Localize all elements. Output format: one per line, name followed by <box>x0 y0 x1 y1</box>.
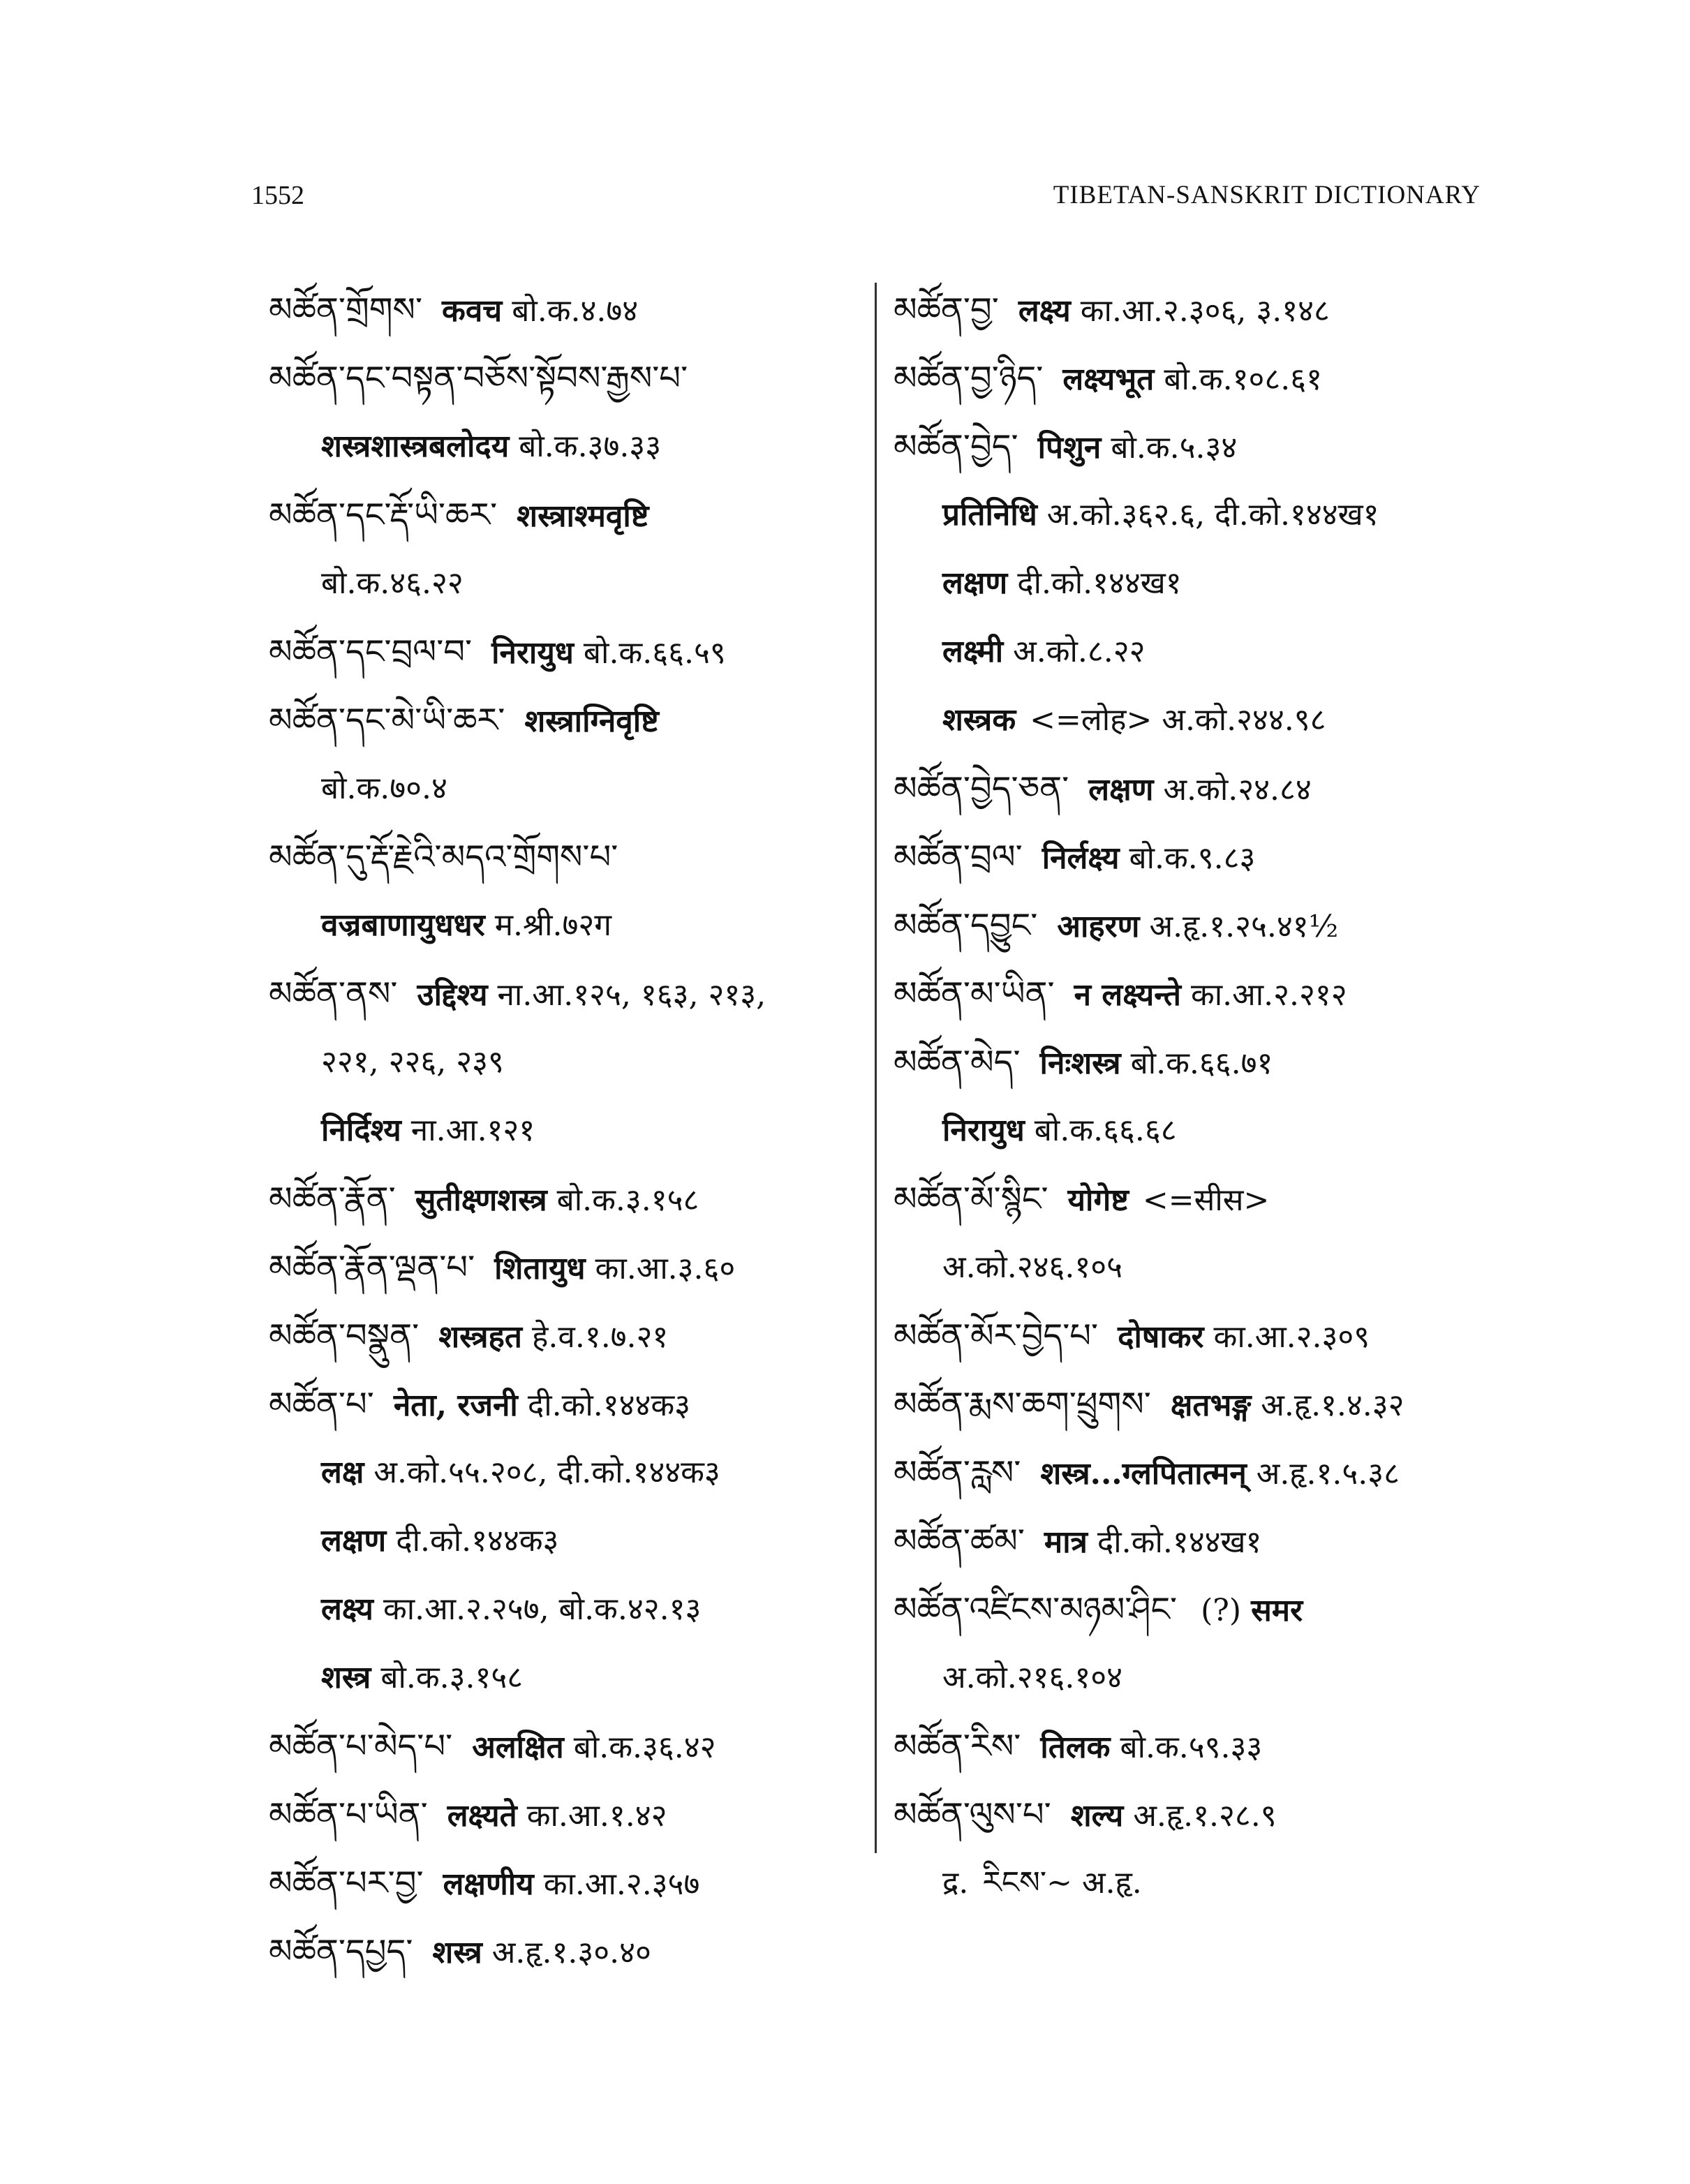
tibetan-headword: མཚོན་དཔྱད་ <box>269 1932 413 1971</box>
source-reference: बो.क.३६.४२ <box>573 1730 716 1765</box>
tibetan-headword: མཚོན་རྣོན་ <box>269 1180 396 1219</box>
see-also-marker: द्र. <box>942 1865 969 1901</box>
sanskrit-equivalent: लक्षण <box>321 1523 387 1559</box>
dictionary-entry <box>894 1507 1508 1575</box>
source-reference: बो.क.४.७४ <box>512 293 639 329</box>
source-reference: हे.व.१.७.२१ <box>532 1319 669 1355</box>
dictionary-entry <box>894 1575 1508 1712</box>
sanskrit-equivalent: प्रतिनिधि <box>942 497 1037 533</box>
tibetan-headword: མཚོན་མོར་བྱེད་པ་ <box>894 1316 1099 1355</box>
sanskrit-equivalent: शल्य <box>1070 1798 1124 1834</box>
running-head: TIBETAN-SANSKRIT DICTIONARY <box>1053 181 1481 209</box>
left-column <box>269 276 862 1986</box>
dictionary-entry <box>894 960 1508 1028</box>
tibetan-headword: མཚོན་བྱེད་ <box>894 427 1018 466</box>
source-reference: म.श्री.७२ग <box>494 907 612 943</box>
sanskrit-equivalent: लक्ष्यते <box>447 1798 517 1834</box>
sanskrit-equivalent: लक्षणीय <box>443 1866 534 1902</box>
dictionary-entry <box>269 1781 862 1849</box>
source-reference: बो.क.३.१५८ <box>380 1660 524 1695</box>
source-reference: का.आ.३.६० <box>595 1251 736 1286</box>
sanskrit-equivalent: शितायुध <box>494 1251 586 1286</box>
dictionary-entry <box>894 1439 1508 1507</box>
source-reference: का.आ.१.४२ <box>526 1798 667 1834</box>
source-reference: ना.आ.१२१ <box>410 1113 535 1148</box>
cross-reference-note: <=सीस> <box>1142 1182 1270 1218</box>
source-reference: का.आ.२.२५७, बो.क.४२.१३ <box>383 1591 702 1627</box>
dictionary-entry <box>894 1712 1508 1781</box>
sanskrit-equivalent: अलक्षित <box>472 1730 564 1765</box>
source-reference: दी.को.१४४क३ <box>396 1523 559 1559</box>
source-reference: बो.क.३.१५८ <box>556 1182 699 1218</box>
tibetan-headword: མཚོན་དང་མེ་ཡི་ཆར་ <box>269 701 505 740</box>
tibetan-headword: མཚོན་བྲལ་ <box>894 838 1023 877</box>
sanskrit-equivalent: निर्लक्ष्य <box>1042 840 1120 876</box>
source-reference: बो.क.३७.३३ <box>519 429 662 464</box>
dictionary-entry <box>269 686 862 823</box>
tibetan-headword: མཚོན་དུ་རྡོ་རྗེའི་མདའ་གྲོགས་པ་ <box>269 838 618 877</box>
tibetan-headword: མཚོན་པ་ཡིན་ <box>269 1795 428 1834</box>
dictionary-entry <box>894 1028 1508 1165</box>
sanskrit-equivalent: लक्ष <box>321 1455 364 1490</box>
sanskrit-equivalent: लक्षण <box>942 565 1008 601</box>
dictionary-entry <box>269 1302 862 1370</box>
sanskrit-equivalent: शस्त्राश्मवृष्टि <box>517 498 649 534</box>
cross-reference-note: <=लोह> <box>1030 702 1152 738</box>
dictionary-entry <box>894 276 1508 344</box>
source-reference: अ.हृ.१.३०.४० <box>491 1935 651 1970</box>
sanskrit-equivalent: शस्त्र...ग्लपितात्मन् <box>1040 1456 1247 1492</box>
tibetan-headword: མཚོན་བྱ་ <box>894 290 999 329</box>
tibetan-headword: མཚོན་ཚམ་ <box>894 1522 1025 1561</box>
right-column <box>894 276 1508 1917</box>
sanskrit-equivalent: लक्ष्यभूत <box>1062 362 1155 397</box>
tibetan-headword: མཚོན་གྲོགས་ <box>269 290 423 329</box>
sanskrit-equivalent: निर्दिश्य <box>321 1113 401 1148</box>
dictionary-entry <box>269 276 862 344</box>
source-reference: अ.हृ.१.४.३२ <box>1261 1388 1404 1423</box>
source-reference: बो.क.५९.३३ <box>1120 1730 1263 1765</box>
source-reference: दी.को.१४४ख१ <box>1097 1524 1262 1560</box>
dictionary-entry <box>269 1233 862 1302</box>
tibetan-headword: མཚོན་ལུས་པ་ <box>894 1795 1051 1834</box>
tibetan-headword: མཚོན་དང་བསྟན་བཅོས་སྟོབས་རྒྱས་པ་ <box>269 359 688 398</box>
sanskrit-equivalent: निरायुध <box>491 635 574 671</box>
page-number: 1552 <box>251 181 304 210</box>
dictionary-entry <box>269 960 862 1165</box>
tibetan-headword: མཚོན་བྱ་ཉིད་ <box>894 359 1044 398</box>
dictionary-entry <box>894 1165 1508 1302</box>
source-reference: अ.को.२१६.१०४ <box>942 1660 1123 1695</box>
source-reference: का.आ.२.३०९ <box>1213 1319 1370 1355</box>
sanskrit-equivalent: तिलक <box>1040 1730 1111 1765</box>
sanskrit-equivalent: शस्त्राग्निवृष्टि <box>524 704 659 739</box>
source-reference: अ.को.२४४.९८ <box>1162 702 1326 738</box>
tibetan-headword: མཚོན་པར་བྱ་ <box>269 1864 424 1903</box>
sanskrit-equivalent: लक्ष्य <box>321 1591 373 1627</box>
source-reference: बो.क.१०८.६१ <box>1164 362 1322 397</box>
sanskrit-equivalent: न लक्ष्यन्ते <box>1074 977 1181 1013</box>
source-reference: अ.को.८.२२ <box>1013 634 1146 669</box>
dictionary-entry <box>269 344 862 481</box>
column-divider <box>875 283 877 1853</box>
sanskrit-equivalent: लक्षण <box>1088 772 1154 808</box>
source-reference: ना.आ.१२५, १६३, २१३, <box>497 977 766 1013</box>
dictionary-entry <box>894 1302 1508 1370</box>
dictionary-entry <box>269 1849 862 1917</box>
source-reference: अ.को.५५.२०८, दी.को.१४४क३ <box>373 1455 720 1490</box>
sanskrit-equivalent: मात्र <box>1044 1524 1088 1560</box>
source-reference: अ.हृ. <box>1081 1865 1142 1901</box>
tibetan-headword: མཚོན་མེད་ <box>894 1043 1021 1082</box>
query-note: (?) <box>1201 1593 1242 1628</box>
sanskrit-equivalent: उद्दिश्य <box>417 977 488 1013</box>
tibetan-headword: མཚོན་བྱེད་ཅན་ <box>894 769 1069 808</box>
tibetan-headword: མཚོན་རླས་ <box>894 1453 1021 1492</box>
tibetan-headword: མཚོན་བསྣུན་ <box>269 1316 420 1355</box>
dictionary-entry <box>269 1917 862 1986</box>
dictionary-entry <box>269 618 862 686</box>
source-reference: बो.क.७०.४ <box>321 771 447 806</box>
sanskrit-equivalent: समर <box>1251 1593 1303 1628</box>
dictionary-entry <box>269 481 862 618</box>
sanskrit-equivalent: निःशस्त्र <box>1039 1046 1121 1081</box>
tibetan-headword: མཚོན་མ་ཡིན་ <box>894 974 1055 1013</box>
source-reference: का.आ.२.३५७ <box>543 1866 700 1902</box>
source-reference: अ.को.२४६.१०५ <box>942 1249 1123 1285</box>
sanskrit-equivalent: आहरण <box>1057 909 1140 944</box>
tibetan-headword: མཚོན་དང་བྲལ་བ་ <box>269 632 473 671</box>
sanskrit-equivalent: शस्त्रहत <box>438 1319 523 1355</box>
source-reference: का.आ.२.३०६, ३.१४८ <box>1080 293 1330 329</box>
dictionary-entry <box>894 891 1508 960</box>
sanskrit-equivalent: दोषाकर <box>1118 1319 1204 1355</box>
tibetan-headword: མཚོན་རྣོན་ལྡན་པ་ <box>269 1248 475 1287</box>
source-reference: बो.क.६६.५९ <box>583 635 726 671</box>
dictionary-entry <box>894 823 1508 891</box>
tibetan-headword: མཚོན་དང་རྡོ་ཡི་ཆར་ <box>269 496 498 535</box>
dictionary-entry <box>894 1370 1508 1439</box>
page-header <box>251 180 1481 222</box>
tibetan-headword: མཚོན་དབྱུང་ <box>894 906 1038 945</box>
source-reference: अ.हृ.१.२८.९ <box>1133 1798 1277 1834</box>
sanskrit-equivalent: पिशुन <box>1037 430 1102 466</box>
sanskrit-equivalent: योगेष्ट <box>1067 1182 1129 1218</box>
tibetan-headword: མཚོན་རྨས་ཆག་ཕྲུགས་ <box>894 1385 1151 1424</box>
source-reference: बो.क.५.३४ <box>1111 430 1238 466</box>
tibetan-headword: མཚོན་མོ་སྙིང་ <box>894 1180 1048 1219</box>
tibetan-headword: མཚོན་པ་ <box>269 1385 374 1424</box>
dictionary-entry <box>269 1370 862 1712</box>
sanskrit-equivalent: क्षतभङ्ग <box>1170 1388 1252 1423</box>
source-reference: बो.क.६६.७१ <box>1130 1046 1273 1081</box>
cross-reference-note: རིངས་~ <box>982 1865 1072 1901</box>
tibetan-headword: མཚོན་པ་མེད་པ་ <box>269 1727 453 1766</box>
tibetan-headword: མཚོན་རིས་ <box>894 1727 1021 1766</box>
dictionary-entry <box>894 755 1508 823</box>
source-reference: अ.हृ.१.२५.४१½ <box>1149 909 1339 944</box>
sanskrit-equivalent: शस्त्र <box>321 1660 371 1695</box>
source-reference: बो.क.६६.६८ <box>1034 1113 1177 1148</box>
tibetan-headword: མཚོན་ནས་ <box>269 974 398 1013</box>
sanskrit-equivalent: शस्त्रशास्त्रबलोदय <box>321 429 510 464</box>
sanskrit-equivalent: नेता, रजनी <box>393 1388 518 1423</box>
sanskrit-equivalent: शस्त्र <box>432 1935 482 1970</box>
dictionary-entry <box>269 1165 862 1233</box>
sanskrit-equivalent: निरायुध <box>942 1113 1025 1148</box>
sanskrit-equivalent: सुतीक्ष्णशस्त्र <box>415 1182 547 1218</box>
sanskrit-equivalent: शस्त्रक <box>942 702 1016 738</box>
source-reference: अ.को.३६२.६, दी.को.१४४ख१ <box>1046 497 1379 533</box>
sanskrit-equivalent: कवच <box>442 293 503 329</box>
sanskrit-equivalent: लक्ष्मी <box>942 634 1004 669</box>
source-reference: बो.क.९.८३ <box>1129 840 1256 876</box>
dictionary-entry <box>894 344 1508 413</box>
dictionary-entry <box>269 823 862 960</box>
source-reference: का.आ.२.२१२ <box>1190 977 1347 1013</box>
source-reference: दी.को.१४४ख१ <box>1017 565 1182 601</box>
source-reference: दी.को.१४४क३ <box>527 1388 691 1423</box>
source-reference: अ.को.२४.८४ <box>1163 772 1312 808</box>
dictionary-entry <box>269 1712 862 1781</box>
tibetan-headword: མཚོན་འཛིངས་མཉམ་ཤིང་ <box>894 1590 1178 1629</box>
dictionary-entry <box>894 413 1508 755</box>
sanskrit-equivalent: लक्ष्य <box>1018 293 1071 329</box>
source-reference: बो.क.४६.२२ <box>321 565 464 601</box>
source-reference: २२१, २२६, २३९ <box>321 1044 504 1080</box>
sanskrit-equivalent: वज्रबाणायुधधर <box>321 907 485 943</box>
source-reference: अ.हृ.१.५.३८ <box>1256 1456 1400 1492</box>
dictionary-entry <box>894 1781 1508 1917</box>
